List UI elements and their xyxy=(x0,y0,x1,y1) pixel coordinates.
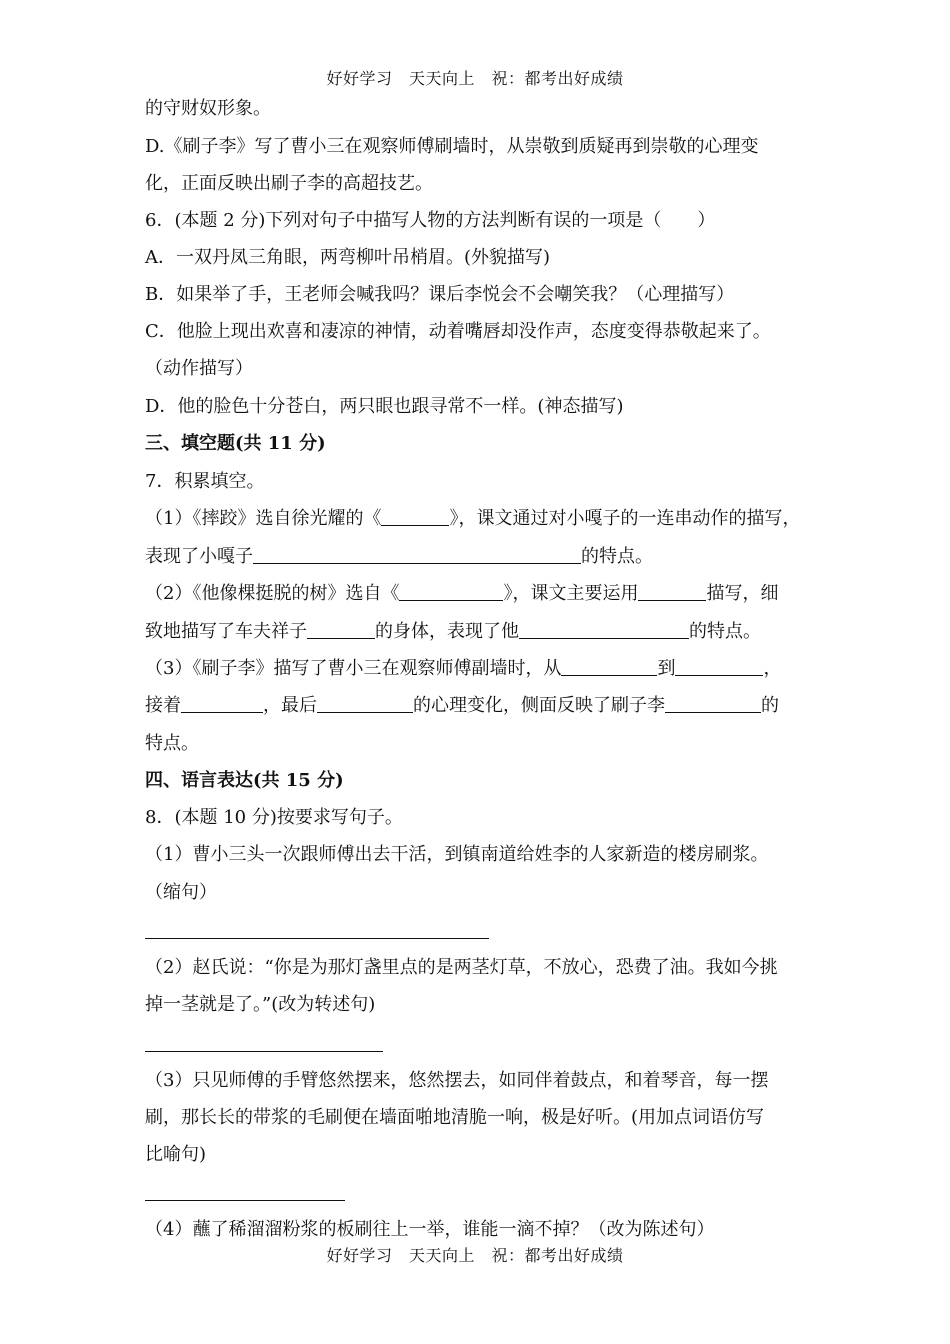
q7-blank-9[interactable] xyxy=(181,694,263,713)
q7-item2-line2: 致地描写了车夫祥子 的身体，表现了他 的特点。 xyxy=(145,621,761,642)
q7-item3-line1: （3）《刷子李》描写了曹小三在观察师傅副墙时，从 到 ， xyxy=(145,658,782,679)
q7-blank-7[interactable] xyxy=(561,657,657,676)
q6-option-d: D．他的脸色十分苍白，两只眼也跟寻常不一样。(神态描写) xyxy=(145,396,624,417)
q6-option-a: A．一双丹凤三角眼，两弯柳叶吊梢眉。(外貌描写) xyxy=(145,247,551,268)
q7-item3-line2: 接着 ，最后 的心理变化，侧面反映了刷子李 的 xyxy=(145,695,779,716)
q6-option-c-line1: C．他脸上现出欢喜和凄凉的神情，动着嘴唇却没作声，态度变得恭敬起来了。 xyxy=(145,321,771,342)
q8-stem: 8．(本题 10 分)按要求写句子。 xyxy=(145,807,403,828)
q7-blank-4[interactable] xyxy=(638,582,706,601)
q7-blank-1[interactable] xyxy=(381,507,449,526)
q8-item2-line2: 掉一茎就是了。”(改为转述句) xyxy=(145,994,376,1015)
q8-item4: （4）蘸了稀溜溜粉浆的板刷往上一举，谁能一滴不掉？（改为陈述句） xyxy=(145,1219,715,1240)
q5-option-d-line1: D.《刷子李》写了曹小三在观察师傅刷墙时，从崇敬到质疑再到崇敬的心理变 xyxy=(145,136,759,157)
q8-answer-line-2[interactable] xyxy=(145,1051,383,1052)
q7-item1-line2: 表现了小嘎子 的特点。 xyxy=(145,546,653,567)
q7-blank-8[interactable] xyxy=(675,657,763,676)
q7-blank-2[interactable] xyxy=(253,545,581,564)
q6-stem: 6．(本题 2 分)下列对句子中描写人物的方法判断有误的一项是（ ） xyxy=(145,210,716,231)
q8-answer-line-1[interactable] xyxy=(145,938,489,939)
section-3-heading: 三、填空题(共 11 分) xyxy=(145,433,326,454)
q6-option-b: B．如果举了手，王老师会喊我吗？课后李悦会不会嘲笑我？（心理描写） xyxy=(145,284,735,305)
q8-item3-line1: （3）只见师傅的手臂悠然摆来，悠然摆去，如同伴着鼓点，和着琴音，每一摆 xyxy=(145,1070,769,1091)
q6-option-c-line2: （动作描写） xyxy=(145,358,253,379)
q7-item2-line1: （2）《他像棵挺脱的树》选自《 》，课文主要运用 描写，细 xyxy=(145,583,779,604)
q7-blank-3[interactable] xyxy=(399,582,503,601)
q7-blank-10[interactable] xyxy=(317,694,413,713)
page-footer: 好好学习 天天向上 祝：都考出好成绩 xyxy=(326,1246,624,1265)
q5-tail: 的守财奴形象。 xyxy=(145,98,271,119)
page-header: 好好学习 天天向上 祝：都考出好成绩 xyxy=(326,69,624,88)
q7-item3-line3: 特点。 xyxy=(145,733,199,754)
q8-item3-line3: 比喻句) xyxy=(145,1144,207,1165)
q8-item1-line2: （缩句） xyxy=(145,882,217,903)
q7-stem: 7．积累填空。 xyxy=(145,471,265,492)
q8-item2-line1: （2）赵氏说：“你是为那灯盏里点的是两茎灯草，不放心，恐费了油。我如今挑 xyxy=(145,957,778,978)
q8-item3-line2: 刷，那长长的带浆的毛刷便在墙面啪地清脆一响，极是好听。(用加点词语仿写 xyxy=(145,1107,765,1128)
q7-item1-line1: （1）《摔跤》选自徐光耀的《 》，课文通过对小嘎子的一连串动作的描写， xyxy=(145,508,801,529)
q7-blank-6[interactable] xyxy=(519,620,689,639)
q7-blank-11[interactable] xyxy=(665,694,761,713)
q5-option-d-line2: 化，正面反映出刷子李的高超技艺。 xyxy=(145,173,433,194)
q7-blank-5[interactable] xyxy=(307,620,375,639)
q8-answer-line-3[interactable] xyxy=(145,1200,345,1201)
q8-item1-line1: （1）曹小三头一次跟师傅出去干活，到镇南道给姓李的人家新造的楼房刷浆。 xyxy=(145,844,769,865)
section-4-heading: 四、语言表达(共 15 分) xyxy=(145,770,344,791)
